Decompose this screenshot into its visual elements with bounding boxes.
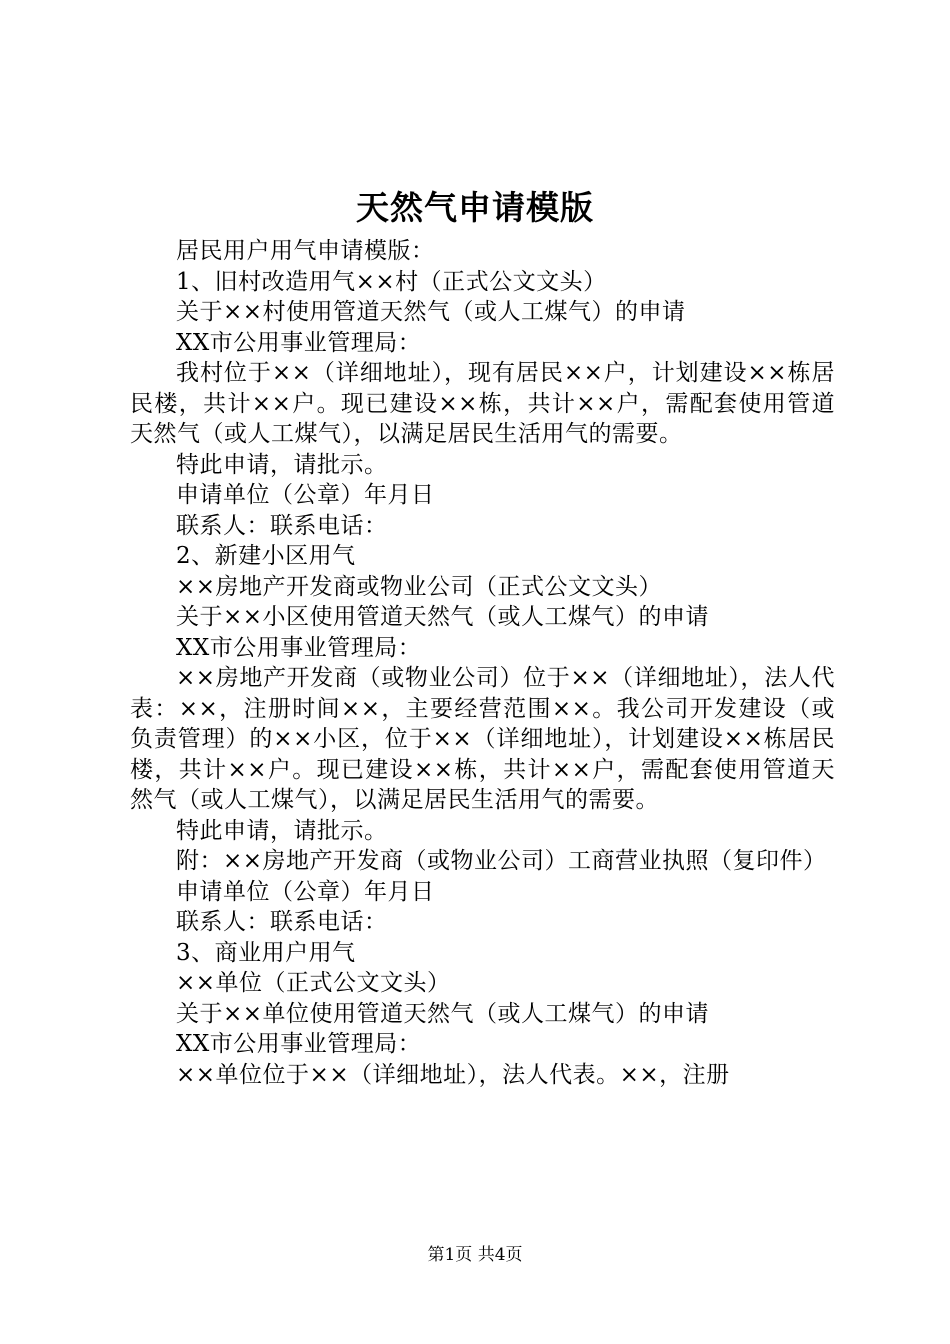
paragraph: 联系人：联系电话： bbox=[176, 512, 388, 539]
page-footer: 第1页 共4页 bbox=[427, 1245, 523, 1265]
paragraph: 附：××房地产开发商（或物业公司）工商营业执照（复印件） bbox=[176, 848, 827, 874]
paragraph: ××单位位于××（详细地址），法人代表。××，注册 bbox=[176, 1061, 730, 1088]
paragraph: 申请单位（公章）年月日 bbox=[176, 878, 435, 905]
document-title: 天然气申请模版 bbox=[356, 188, 594, 227]
paragraph: 1、旧村改造用气××村（正式公文文头） bbox=[176, 268, 607, 295]
paragraph: 居民用户用气申请模版： bbox=[176, 238, 435, 264]
paragraph: XX市公用事业管理局： bbox=[176, 634, 422, 661]
paragraph: ××房地产开发商（或物业公司）位于××（详细地址），法人代表：××，注册时间××，主要经营范围××。我公司开发建设（或负责管理）的××小区，位于××（详细地址），计划建设××栋居民楼，共计××户。现已建设××栋，共计××户，需配套使用管道天然气（或人工煤气），以满足居民生活用气的需要。 bbox=[130, 665, 835, 813]
paragraph: XX市公用事业管理局： bbox=[176, 1031, 422, 1057]
paragraph: 关于××村使用管道天然气（或人工煤气）的申请 bbox=[176, 299, 686, 325]
paragraph: 我村位于××（详细地址），现有居民××户，计划建设××栋居民楼，共计××户。现已建设××栋，共计××户，需配套使用管道天然气（或人工煤气），以满足居民生活用气的需要。 bbox=[130, 360, 835, 447]
paragraph: 关于××小区使用管道天然气（或人工煤气）的申请 bbox=[176, 604, 710, 630]
paragraph: ××房地产开发商或物业公司（正式公文文头） bbox=[176, 573, 663, 600]
paragraph: 3、商业用户用气 bbox=[176, 939, 356, 966]
paragraph: 关于××单位使用管道天然气（或人工煤气）的申请 bbox=[176, 1000, 710, 1027]
document-body bbox=[130, 236, 835, 1090]
paragraph: 联系人：联系电话： bbox=[176, 909, 388, 935]
paragraph: XX市公用事业管理局： bbox=[176, 329, 422, 356]
paragraph: 特此申请，请批示。 bbox=[176, 817, 388, 844]
paragraph: ××单位（正式公文文头） bbox=[176, 970, 451, 996]
paragraph: 申请单位（公章）年月日 bbox=[176, 482, 435, 508]
paragraph: 2、新建小区用气 bbox=[176, 543, 356, 569]
paragraph: 特此申请，请批示。 bbox=[176, 451, 388, 478]
